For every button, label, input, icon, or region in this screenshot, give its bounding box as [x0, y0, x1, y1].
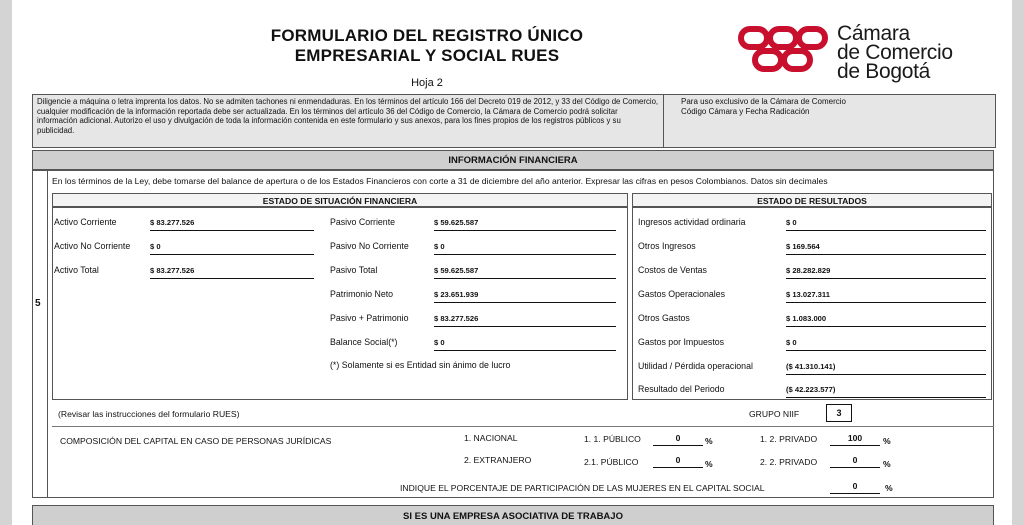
capital-national-label: 1. NACIONAL	[464, 433, 518, 443]
national-private-label: 1. 2. PRIVADO	[760, 434, 818, 444]
chamber-logo-icon	[737, 24, 833, 74]
net-equity-field[interactable]: $ 23.651.939	[434, 284, 616, 303]
liab-noncurrent-field[interactable]: $ 0	[434, 236, 616, 255]
foreign-public-field[interactable]: 0	[653, 455, 703, 468]
review-note: (Revisar las instrucciones del formulario RUES)	[58, 409, 240, 419]
liab-total-label: Pasivo Total	[330, 265, 378, 275]
liab-current-label: Pasivo Corriente	[330, 217, 396, 227]
form-title-line1: FORMULARIO DEL REGISTRO ÚNICO	[270, 26, 584, 45]
form-page	[12, 0, 1012, 525]
national-public-label: 1. 1. PÚBLICO	[584, 434, 641, 444]
situation-header: ESTADO DE SITUACIÓN FINANCIERA	[52, 193, 628, 207]
capital-foreign-label: 2. EXTRANJERO	[464, 455, 532, 465]
instructions-text: Diligencie a máquina o letra imprenta los datos. No se admiten tachones ni enmendaduras. En los términos del artículo 166 del Decreto 019 de 2012, y 33 del Código de Comercio, cualquier modificación de la información reportada debe ser actualizada. En los términos del artículo 36 del Código de Comercio, la Cámara de Comercio podrá solicitar información adicional. Autorizo el uso y divulgación de toda la información contenida en este formulario y sus anexos, para los fines propios de los registros públicos y su publicidad.	[33, 95, 664, 147]
assets-total-label: Activo Total	[54, 265, 99, 275]
liab-total-field[interactable]: $ 59.625.587	[434, 260, 616, 279]
niif-group-field[interactable]: 3	[826, 404, 852, 422]
national-public-pct: %	[705, 436, 713, 446]
capital-label: COMPOSICIÓN DEL CAPITAL EN CASO DE PERSONAS JURÍDICAS	[60, 436, 332, 446]
section-number: 5	[35, 298, 41, 309]
sales-cost-label: Costos de Ventas	[638, 265, 707, 275]
foreign-public-pct: %	[705, 459, 713, 469]
foreign-private-field[interactable]: 0	[830, 455, 880, 468]
assets-total-field[interactable]: $ 83.277.526	[150, 260, 314, 279]
women-participation-field[interactable]: 0	[830, 481, 880, 494]
sales-cost-field[interactable]: $ 28.282.829	[786, 260, 986, 279]
social-balance-label: Balance Social(*)	[330, 337, 398, 347]
assets-noncurrent-label: Activo No Corriente	[54, 241, 131, 251]
foreign-public-label: 2.1. PÚBLICO	[584, 457, 639, 467]
operating-result-field[interactable]: ($ 41.310.141)	[786, 356, 986, 375]
liab-current-field[interactable]: $ 59.625.587	[434, 212, 616, 231]
period-result-label: Resultado del Periodo	[638, 384, 725, 394]
associative-section-header: SI ES UNA EMPRESA ASOCIATIVA DE TRABAJO	[32, 505, 994, 525]
period-result-field[interactable]: ($ 42.223.577)	[786, 379, 986, 398]
chamber-logo-text: Cámara de Comercio de Bogotá	[837, 22, 953, 83]
ordinary-income-label: Ingresos actividad ordinaria	[638, 217, 746, 227]
niif-label: GRUPO NIIF	[749, 409, 800, 419]
foreign-private-label: 2. 2. PRIVADO	[760, 457, 818, 467]
other-income-field[interactable]: $ 169.564	[786, 236, 986, 255]
foreign-private-pct: %	[883, 459, 891, 469]
liab-plus-equity-field[interactable]: $ 83.277.526	[434, 308, 616, 327]
assets-noncurrent-field[interactable]: $ 0	[150, 236, 314, 255]
women-participation-label: INDIQUE EL PORCENTAJE DE PARTICIPACIÓN DE LAS MUJERES EN EL CAPITAL SOCIAL	[400, 483, 765, 493]
net-equity-label: Patrimonio Neto	[330, 289, 394, 299]
other-expenses-field[interactable]: $ 1.083.000	[786, 308, 986, 327]
financial-section-header: INFORMACIÓN FINANCIERA	[32, 150, 994, 170]
sheet-number: Hoja 2	[411, 77, 443, 89]
women-participation-pct: %	[885, 483, 893, 493]
social-balance-field[interactable]: $ 0	[434, 332, 616, 351]
chamber-logo	[737, 22, 987, 83]
assets-current-field[interactable]: $ 83.277.526	[150, 212, 314, 231]
form-title-line2: EMPRESARIAL Y SOCIAL RUES	[294, 46, 560, 65]
exclusive-use-block: Para uso exclusivo de la Cámara de Comercio Código Cámara y Fecha Radicación	[681, 97, 846, 116]
other-expenses-label: Otros Gastos	[638, 313, 690, 323]
operating-result-label: Utilidad / Pérdida operacional	[638, 361, 753, 371]
liab-noncurrent-label: Pasivo No Corriente	[330, 241, 409, 251]
niif-divider	[52, 426, 994, 427]
nonprofit-note: (*) Solamente si es Entidad sin ánimo de lucro	[330, 360, 511, 370]
national-public-field[interactable]: 0	[653, 433, 703, 446]
other-income-label: Otros Ingresos	[638, 241, 696, 251]
section-number-column	[32, 170, 48, 498]
operating-expenses-label: Gastos Operacionales	[638, 289, 726, 299]
instructions-box	[32, 94, 996, 148]
financial-intro: En los términos de la Ley, debe tomarse del balance de apertura o de los Estados Financieros con corte a 31 de diciembre del año anterior. Expresar las cifras en pesos Colombianos. Datos sin decimales	[52, 176, 828, 186]
results-header: ESTADO DE RESULTADOS	[632, 193, 992, 207]
tax-expenses-label: Gastos por Impuestos	[638, 337, 725, 347]
ordinary-income-field[interactable]: $ 0	[786, 212, 986, 231]
operating-expenses-field[interactable]: $ 13.027.311	[786, 284, 986, 303]
assets-current-label: Activo Corriente	[54, 217, 117, 227]
national-private-pct: %	[883, 436, 891, 446]
tax-expenses-field[interactable]: $ 0	[786, 332, 986, 351]
liab-plus-equity-label: Pasivo + Patrimonio	[330, 313, 409, 323]
national-private-field[interactable]: 100	[830, 433, 880, 446]
